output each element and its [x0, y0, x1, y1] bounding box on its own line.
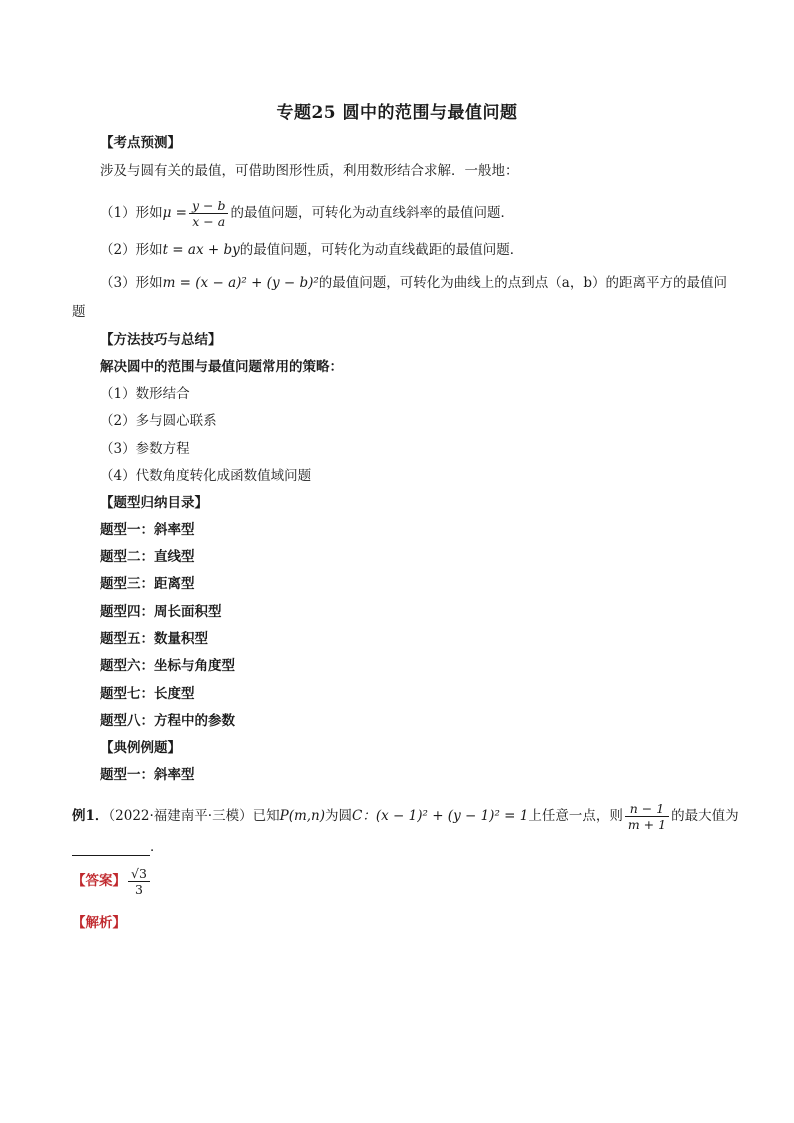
catalog-item: 题型一：斜率型 [100, 522, 195, 538]
prediction-item-3 [100, 274, 727, 292]
methods-item: （3）参数方程 [100, 441, 190, 457]
answer-blank [72, 841, 150, 856]
item3-suffix: 的最值问题，可转化为曲线上的点到点（a，b）的距离平方的最值问 [318, 275, 727, 291]
example-circle-name: C： [352, 808, 376, 824]
example-circle-equation: (x − 1)² + (y − 1)² = 1 [375, 808, 529, 824]
answer-label: 【答案】 [72, 873, 126, 889]
answer-denominator: 3 [134, 882, 143, 897]
example-denominator: m + 1 [627, 817, 667, 832]
catalog-item: 题型五：数量积型 [100, 631, 208, 647]
item1-suffix: 的最值问题，可转化为动直线斜率的最值问题． [230, 205, 514, 221]
catalog-item: 题型八：方程中的参数 [100, 713, 235, 729]
answer-line [72, 866, 152, 897]
example-1 [72, 801, 739, 832]
heading-examples: 【典例例题】 [100, 740, 181, 756]
item2-prefix: （2）形如 [100, 242, 163, 258]
example-fraction [625, 801, 669, 832]
prediction-item-2 [100, 241, 523, 259]
item1-fraction [189, 198, 228, 229]
example-suffix: 的最大值为 [671, 808, 739, 824]
catalog-item: 题型七：长度型 [100, 686, 195, 702]
heading-catalog: 【题型归纳目录】 [100, 495, 208, 511]
item1-denominator: x − a [192, 214, 226, 229]
answer-fraction [128, 866, 150, 897]
item2-suffix: 的最值问题，可转化为动直线截距的最值问题． [239, 242, 524, 258]
example-type-heading: 题型一：斜率型 [100, 767, 195, 783]
item1-mu: μ = [162, 205, 187, 221]
answer-blank-line [72, 838, 164, 856]
item1-numerator: y − b [189, 198, 228, 214]
example-label: 例1． [72, 808, 109, 824]
example-numerator: n − 1 [625, 801, 669, 817]
methods-lead: 解决圆中的范围与最值问题常用的策略： [100, 359, 343, 375]
prediction-item-3-wrap: 题 [72, 304, 86, 320]
heading-methods: 【方法技巧与总结】 [100, 332, 222, 348]
example-source: （2022·福建南平·三模）已知 [108, 808, 280, 824]
methods-item: （2）多与圆心联系 [100, 413, 217, 429]
item1-prefix: （1）形如 [100, 205, 163, 221]
catalog-item: 题型二：直线型 [100, 549, 195, 565]
item2-formula: t = ax + by [162, 242, 240, 258]
catalog-item: 题型四：周长面积型 [100, 604, 222, 620]
prediction-intro: 涉及与圆有关的最值，可借助图形性质，利用数形结合求解．一般地： [100, 163, 519, 179]
example-mid: 为圆 [325, 808, 353, 824]
prediction-item-1 [100, 198, 514, 229]
methods-item: （4）代数角度转化成函数值域问题 [100, 468, 312, 484]
catalog-item: 题型三：距离型 [100, 576, 195, 592]
blank-tail: ． [150, 839, 164, 855]
item3-formula: m = (x − a)² + (y − b)² [162, 275, 319, 291]
answer-numerator: √3 [128, 866, 150, 882]
methods-item: （1）数形结合 [100, 386, 190, 402]
heading-prediction: 【考点预测】 [100, 135, 181, 151]
item3-prefix: （3）形如 [100, 275, 163, 291]
example-point: P(m,n) [279, 808, 326, 824]
example-mid2: 上任意一点，则 [528, 808, 623, 824]
analysis-label: 【解析】 [72, 915, 126, 931]
page-title: 专题25 圆中的范围与最值问题 [276, 103, 518, 123]
catalog-item: 题型六：坐标与角度型 [100, 658, 235, 674]
